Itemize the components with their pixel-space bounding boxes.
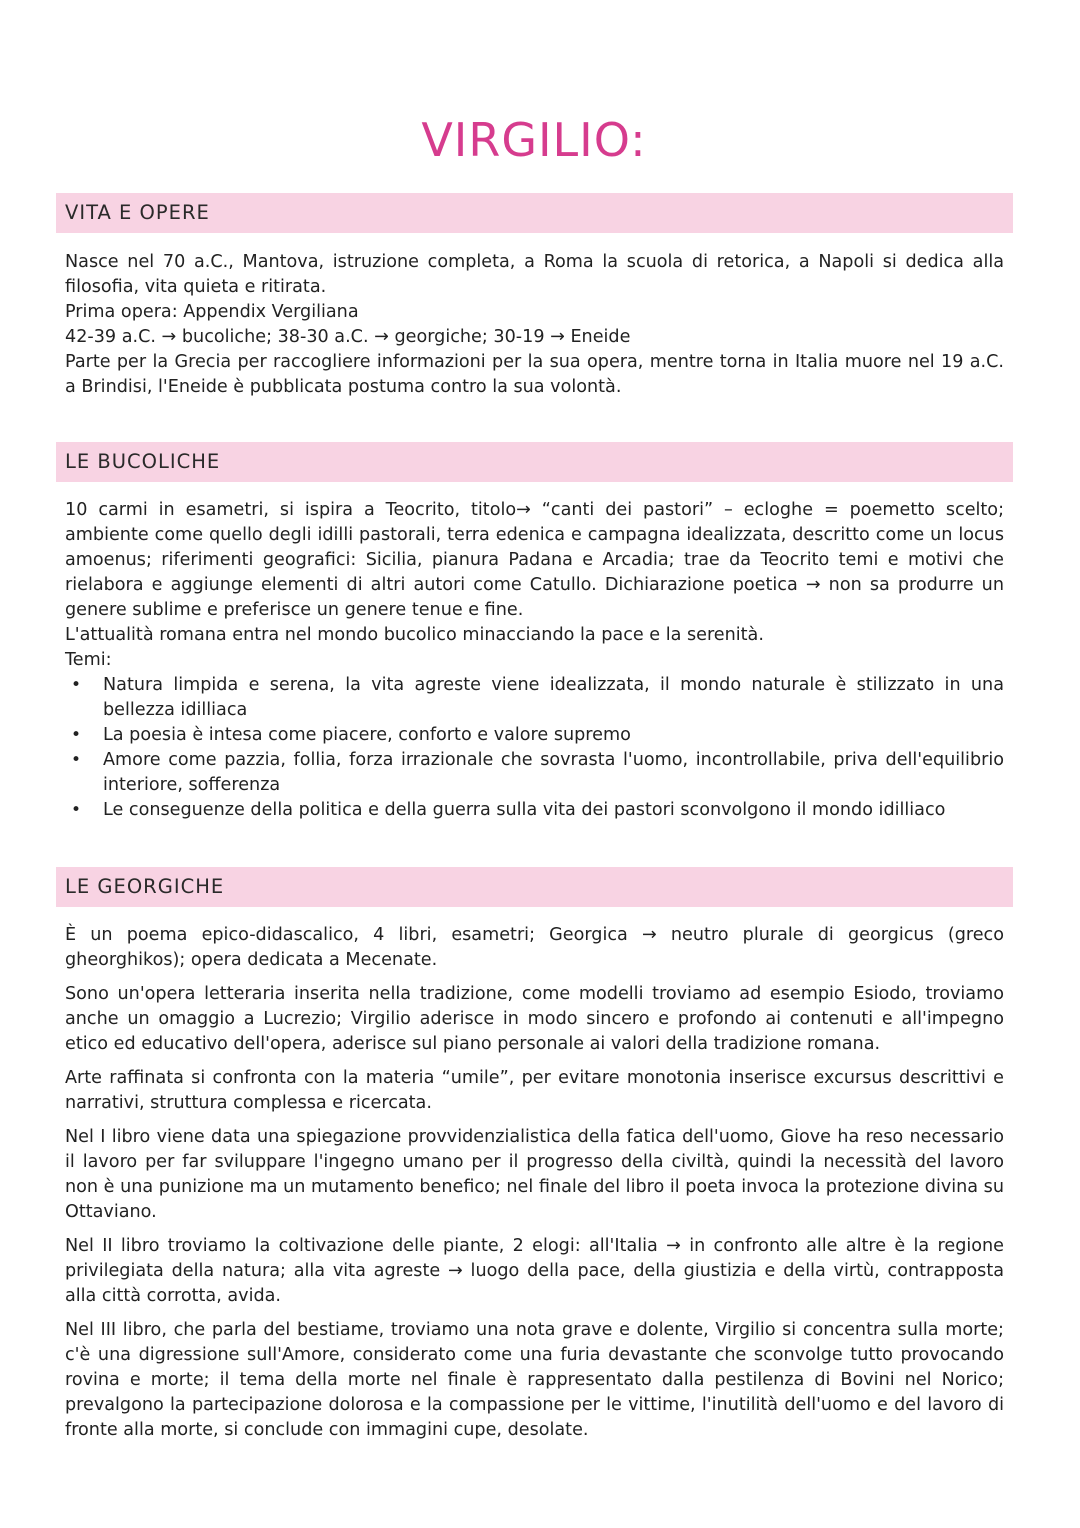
themes-label: Temi: — [65, 650, 112, 670]
list-item — [65, 723, 1004, 748]
list-item-text: Natura limpida e serena, la vita agreste viene idealizzata, il mondo naturale è stilizzato in una bellezza idilliaca — [103, 675, 1004, 720]
paragraph: 10 carmi in esametri, si ispira a Teocrito, titolo→ “canti dei pastori” – ecloghe = poemetto scelto; ambiente come quello degli idilli pastorali, terra edenica e campagna idealizzata, descritto come un locus amoenus; riferimenti geografici: Sicilia, pianura Padana e Arcadia; trae da Teocrito temi e motivi che rielabora e aggiunge elementi di altri autori come Catullo. Dichiarazione poetica → non sa produrre un genere sublime e preferisce un genere tenue e fine. — [65, 500, 1004, 620]
section-body-bucoliche — [65, 498, 1004, 823]
list-item — [65, 748, 1004, 798]
paragraph: 42-39 a.C. → bucoliche; 38-30 a.C. → georgiche; 30-19 → Eneide — [65, 327, 631, 347]
list-item — [65, 798, 1004, 823]
list-item — [65, 673, 1004, 723]
list-item-text: La poesia è intesa come piacere, conforto e valore supremo — [103, 725, 631, 745]
paragraph: Nel III libro, che parla del bestiame, troviamo una nota grave e dolente, Virgilio si concentra sulla morte; c'è una digressione sull'Amore, considerato come una furia devastante che sconvolge tutto provocando rovina e morte; il tema della morte nel finale è rappresentato dalla pestilenza di Bovini nel Norico; prevalgono la partecipazione dolorosa e la compassione per le vittime, l'inutilità dell'uomo e del lavoro di fronte alla morte, si conclude con immagini cupe, desolate. — [65, 1320, 1004, 1440]
paragraph: Parte per la Grecia per raccogliere informazioni per la sua opera, mentre torna in Italia muore nel 19 a.C. a Brindisi, l'Eneide è pubblicata postuma contro la sua volontà. — [65, 352, 1004, 397]
section-heading-bucoliche: LE BUCOLICHE — [56, 442, 1013, 482]
bullet-icon: • — [71, 800, 82, 820]
paragraph: Nel II libro troviamo la coltivazione delle piante, 2 elogi: all'Italia → in confronto alle altre è la regione privilegiata della natura; alla vita agreste → luogo della pace, della giustizia e della virtù, contrapposta alla città corrotta, avida. — [65, 1236, 1004, 1306]
bullet-icon: • — [71, 725, 82, 745]
section-heading-vita-e-opere: VITA E OPERE — [56, 193, 1013, 233]
page-title: VIRGILIO: — [421, 113, 647, 167]
paragraph: Prima opera: Appendix Vergiliana — [65, 302, 359, 322]
paragraph: Sono un'opera letteraria inserita nella tradizione, come modelli troviamo ad esempio Esiodo, troviamo anche un omaggio a Lucrezio; Virgilio aderisce in modo sincero e profondo ai contenuti e all'impegno etico ed educativo dell'opera, aderisce sul piano personale ai valori della tradizione romana. — [65, 984, 1004, 1054]
paragraph: Nasce nel 70 a.C., Mantova, istruzione completa, a Roma la scuola di retorica, a Napoli si dedica alla filosofia, vita quieta e ritirata. — [65, 252, 1004, 297]
themes-list — [65, 673, 1004, 823]
section-body-vita-e-opere — [65, 250, 1004, 400]
list-item-text: Le conseguenze della politica e della guerra sulla vita dei pastori sconvolgono il mondo idilliaco — [103, 800, 946, 820]
section-heading-georgiche: LE GEORGICHE — [56, 867, 1013, 907]
paragraph: È un poema epico-didascalico, 4 libri, esametri; Georgica → neutro plurale di georgicus (greco gheorghikos); opera dedicata a Mecenate. — [65, 925, 1004, 970]
paragraph: L'attualità romana entra nel mondo bucolico minacciando la pace e la serenità. — [65, 625, 764, 645]
section-body-georgiche — [65, 923, 1004, 1443]
bullet-icon: • — [71, 675, 82, 695]
bullet-icon: • — [71, 750, 82, 770]
paragraph: Arte raffinata si confronta con la materia “umile”, per evitare monotonia inserisce excursus descrittivi e narrativi, struttura complessa e ricercata. — [65, 1068, 1004, 1113]
list-item-text: Amore come pazzia, follia, forza irrazionale che sovrasta l'uomo, incontrollabile, priva dell'equilibrio interiore, sofferenza — [103, 750, 1004, 795]
paragraph: Nel I libro viene data una spiegazione provvidenzialistica della fatica dell'uomo, Giove ha reso necessario il lavoro per far sviluppare l'ingegno umano per il progresso della civiltà, quindi la necessità del lavoro non è una punizione ma un mutamento benefico; nel finale del libro il poeta invoca la protezione divina su Ottaviano. — [65, 1127, 1004, 1222]
